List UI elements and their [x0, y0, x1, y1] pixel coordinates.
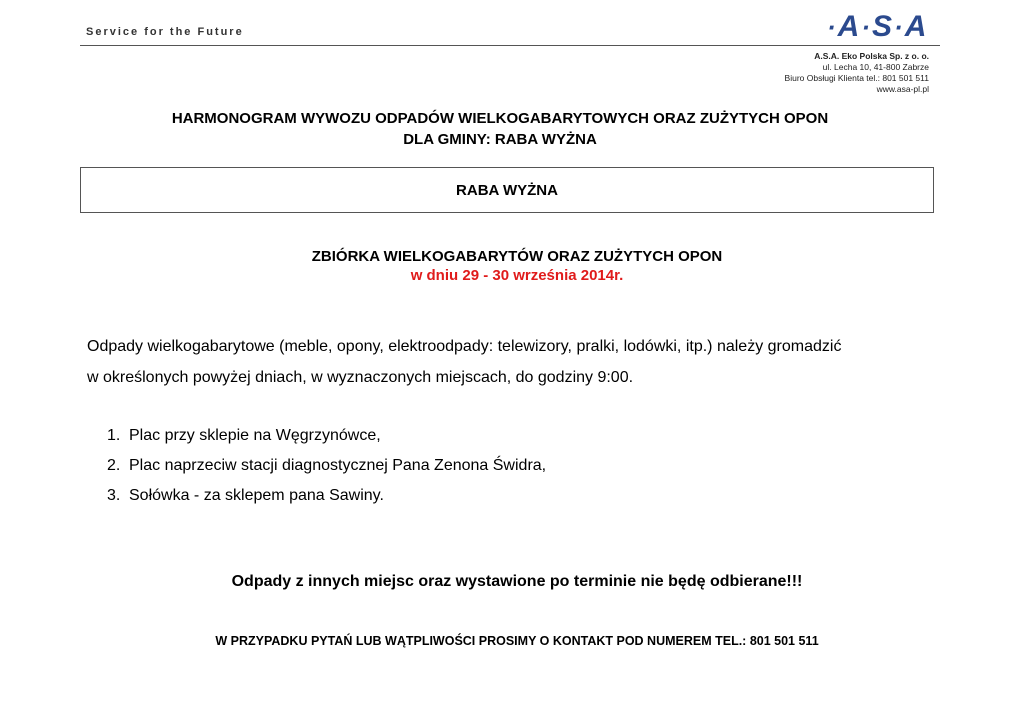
company-website: www.asa-pl.pl	[876, 84, 929, 94]
company-info	[785, 51, 929, 95]
locality-box	[80, 167, 934, 213]
warning-notice: Odpady z innych miejsc oraz wystawione po terminie nie będę odbierane!!!	[231, 573, 803, 590]
location-number: 1.	[107, 427, 121, 444]
location-item	[107, 457, 546, 487]
locality-name: RABA WYŻNA	[456, 181, 558, 199]
instruction-line1: Odpady wielkogabarytowe (meble, opony, elektroodpady: telewizory, pralki, lodówki, itp.) należy gromadzić	[87, 338, 842, 355]
location-text: Plac naprzeciw stacji diagnostycznej Pana Zenona Świdra,	[129, 457, 547, 474]
tagline: Service for the Future	[86, 26, 244, 38]
instruction-line2: w określonych powyżej dniach, w wyznaczonych miejscach, do godziny 9:00.	[87, 369, 634, 386]
locations-list	[107, 427, 546, 517]
document-title-line2: DLA GMINY: RABA WYŻNA	[403, 131, 597, 148]
company-phone: Biuro Obsługi Klienta tel.: 801 501 511	[784, 73, 929, 83]
company-name: A.S.A. Eko Polska Sp. z o. o.	[814, 51, 929, 61]
location-text: Sołówka - za sklepem pana Sawiny.	[129, 487, 384, 504]
document-title-line1: HARMONOGRAM WYWOZU ODPADÓW WIELKOGABARYTOWYCH ORAZ ZUŻYTYCH OPON	[171, 110, 829, 127]
contact-notice: W PRZYPADKU PYTAŃ LUB WĄTPLIWOŚCI PROSIMY O KONTAKT POD NUMEREM TEL.: 801 501 511	[215, 634, 819, 648]
collection-date: w dniu 29 - 30 września 2014r.	[410, 267, 624, 284]
location-text: Plac przy sklepie na Węgrzynówce,	[129, 427, 381, 444]
asa-logo: · A · S · A	[827, 10, 928, 43]
location-item	[107, 487, 546, 517]
collection-heading: ZBIÓRKA WIELKOGABARYTÓW ORAZ ZUŻYTYCH OPON	[311, 248, 723, 265]
location-item	[107, 427, 546, 457]
company-address: ul. Lecha 10, 41-800 Zabrze	[822, 62, 929, 72]
header-divider	[80, 45, 940, 46]
location-number: 3.	[107, 487, 121, 504]
location-number: 2.	[107, 457, 121, 474]
